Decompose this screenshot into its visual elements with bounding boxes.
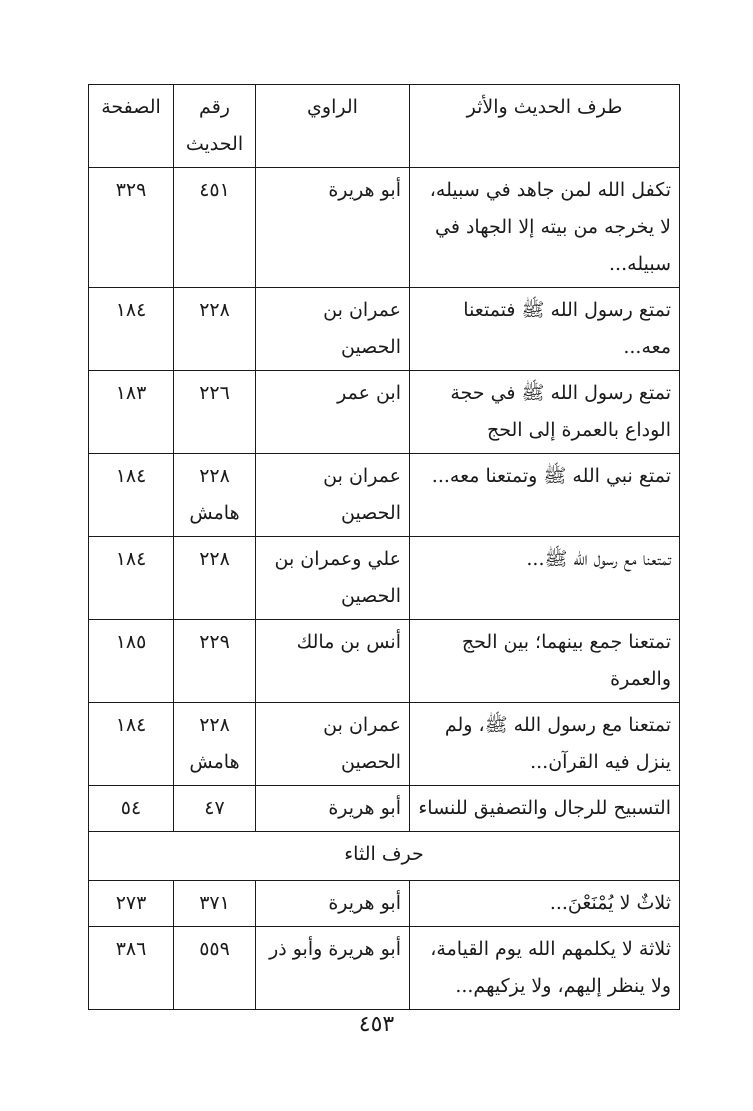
cell-page: ١٨٤ xyxy=(89,454,174,537)
header-number: رقم الحديث xyxy=(174,85,256,168)
cell-number: ٤٧ xyxy=(174,786,256,832)
cell-number: ٢٢٨ هامش xyxy=(174,454,256,537)
cell-narrator: أبو هريرة xyxy=(256,786,410,832)
header-narrator: الراوي xyxy=(256,85,410,168)
cell-page: ٣٢٩ xyxy=(89,168,174,288)
table-row xyxy=(89,786,680,832)
cell-text: تمتعنا جمع بينهما؛ بين الحج والعمرة xyxy=(410,620,680,703)
table-row xyxy=(89,454,680,537)
cell-narrator: أبو هريرة وأبو ذر xyxy=(256,927,410,1010)
table-row xyxy=(89,927,680,1010)
cell-text: تمتع رسول الله ﷺ في حجة الوداع بالعمرة إلى الحج xyxy=(410,371,680,454)
cell-number: ٢٢٩ xyxy=(174,620,256,703)
header-text: طرف الحديث والأثر xyxy=(410,85,680,168)
page-number: ٤٥٣ xyxy=(358,1012,395,1037)
cell-page: ٢٧٣ xyxy=(89,881,174,927)
cell-narrator: عمران بن الحصين xyxy=(256,703,410,786)
cell-page: ١٨٣ xyxy=(89,371,174,454)
cell-text: تمتع نبي الله ﷺ وتمتعنا معه... xyxy=(410,454,680,537)
cell-number: ٢٢٨ هامش xyxy=(174,703,256,786)
cell-narrator: أبو هريرة xyxy=(256,881,410,927)
cell-text: التسبيح للرجال والتصفيق للنساء xyxy=(410,786,680,832)
section-row xyxy=(89,832,680,881)
cell-text: تمتع رسول الله ﷺ فتمتعنا معه... xyxy=(410,288,680,371)
cell-narrator: عمران بن الحصين xyxy=(256,288,410,371)
cell-narrator: ابن عمر xyxy=(256,371,410,454)
hadith-index-table xyxy=(88,84,680,1010)
cell-narrator: عمران بن الحصين xyxy=(256,454,410,537)
cell-page: ٣٨٦ xyxy=(89,927,174,1010)
cell-page: ٥٤ xyxy=(89,786,174,832)
header-page: الصفحة xyxy=(89,85,174,168)
table-row xyxy=(89,537,680,620)
cell-number: ٢٢٦ xyxy=(174,371,256,454)
cell-text: تمتعنا مع رسول الله ﷺ... xyxy=(410,537,680,620)
table-row xyxy=(89,703,680,786)
table-row xyxy=(89,371,680,454)
table-header-row xyxy=(89,85,680,168)
section-heading: حرف الثاء xyxy=(89,832,680,881)
cell-page: ١٨٤ xyxy=(89,703,174,786)
cell-number: ٥٥٩ xyxy=(174,927,256,1010)
cell-text: تكفل الله لمن جاهد في سبيله، لا يخرجه من بيته إلا الجهاد في سبيله... xyxy=(410,168,680,288)
cell-number: ٢٢٨ xyxy=(174,288,256,371)
cell-page: ١٨٥ xyxy=(89,620,174,703)
cell-page: ١٨٤ xyxy=(89,288,174,371)
table-row xyxy=(89,288,680,371)
cell-number: ٢٢٨ xyxy=(174,537,256,620)
cell-narrator: أنس بن مالك xyxy=(256,620,410,703)
table-row xyxy=(89,620,680,703)
table-row xyxy=(89,881,680,927)
cell-page: ١٨٤ xyxy=(89,537,174,620)
cell-number: ٣٧١ xyxy=(174,881,256,927)
table-row xyxy=(89,168,680,288)
cell-text: تمتعنا مع رسول الله ﷺ، ولم ينزل فيه القرآن... xyxy=(410,703,680,786)
cell-text: ثلاثٌ لا يُمْنَعْنَ... xyxy=(410,881,680,927)
cell-number: ٤٥١ xyxy=(174,168,256,288)
cell-text: ثلاثة لا يكلمهم الله يوم القيامة، ولا ينظر إليهم، ولا يزكيهم... xyxy=(410,927,680,1010)
cell-narrator: علي وعمران بن الحصين xyxy=(256,537,410,620)
cell-narrator: أبو هريرة xyxy=(256,168,410,288)
